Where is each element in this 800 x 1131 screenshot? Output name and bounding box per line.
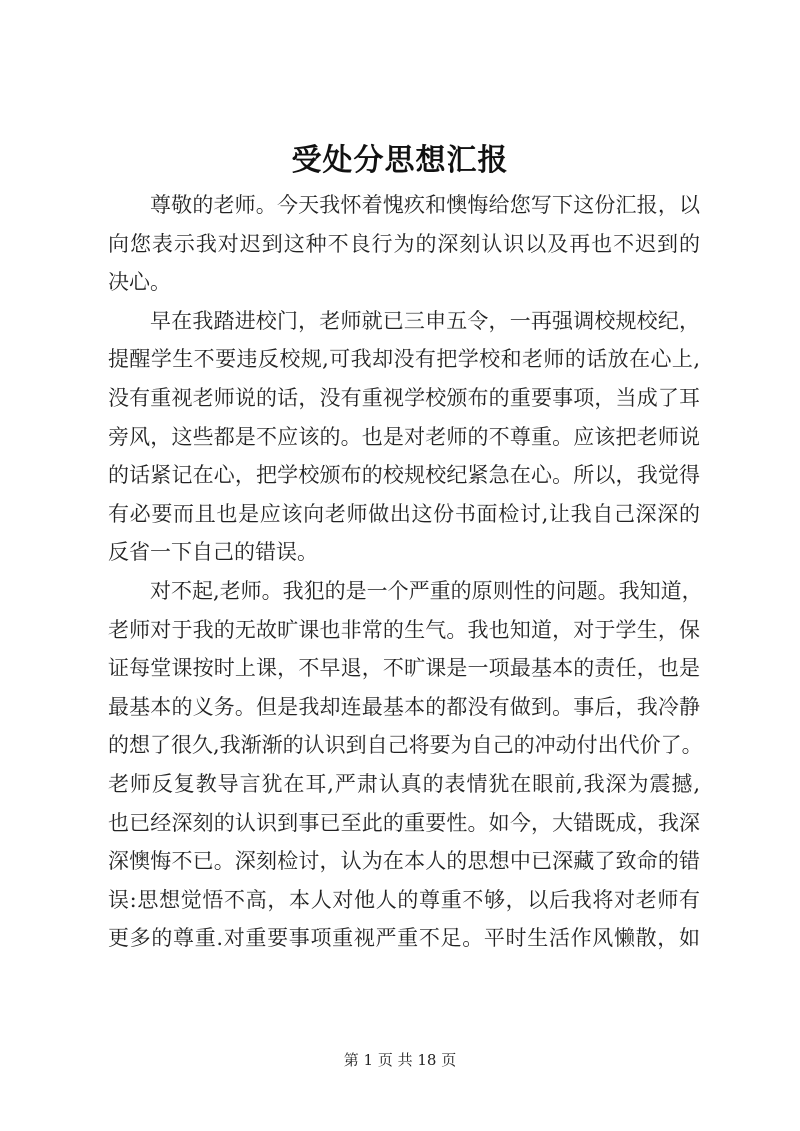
paragraph-2: [108, 302, 700, 572]
paragraph-3: [108, 572, 703, 958]
paragraph-line: 误:思想觉悟不高，本人对他人的尊重不够，以后我将对老师有: [108, 887, 700, 912]
paragraph-line: 提醒学生不要违反校规,可我却没有把学校和老师的话放在心上,: [108, 347, 700, 372]
paragraph-line: 更多的尊重.对重要事项重视严重不足。平时生活作风懒散，如: [108, 926, 700, 951]
paragraph-line: 反省一下自己的错误。: [108, 540, 318, 565]
paragraph-line: 也已经深刻的认识到事已至此的重要性。如今，大错既成，我深: [108, 810, 700, 835]
paragraph-line: 的想了很久,我渐渐的认识到自己将要为自己的冲动付出代价了。: [108, 733, 703, 758]
paragraph-line: 没有重视老师说的话，没有重视学校颁布的重要事项，当成了耳: [108, 385, 700, 410]
paragraph-line: 尊敬的老师。今天我怀着愧疚和懊悔给您写下这份汇报，以: [150, 193, 700, 217]
paragraph-line: 最基本的义务。但是我却连最基本的都没有做到。事后，我冷静: [108, 694, 700, 719]
paragraph-1: [108, 186, 700, 302]
paragraph-line: 决心。: [108, 270, 171, 295]
page-number-footer: 第 1 页 共 18 页: [343, 1051, 457, 1069]
paragraph-line: 对不起,老师。我犯的是一个严重的原则性的问题。我知道，: [150, 578, 703, 603]
paragraph-line: 向您表示我对迟到这种不良行为的深刻认识以及再也不迟到的: [108, 231, 700, 256]
document-body: [108, 186, 703, 958]
paragraph-line: 老师对于我的无故旷课也非常的生气。我也知道，对于学生，保: [108, 617, 700, 642]
document-title: 受处分思想汇报: [291, 143, 509, 178]
paragraph-line: 深懊悔不已。深刻检讨，认为在本人的思想中已深藏了致命的错: [108, 849, 700, 874]
paragraph-line: 早在我踏进校门，老师就已三申五令，一再强调校规校纪，: [150, 308, 700, 333]
paragraph-line: 旁风，这些都是不应该的。也是对老师的不尊重。应该把老师说: [108, 424, 700, 449]
paragraph-line: 证每堂课按时上课，不早退，不旷课是一项最基本的责任，也是: [108, 656, 700, 681]
paragraph-line: 的话紧记在心，把学校颁布的校规校纪紧急在心。所以，我觉得: [108, 463, 700, 488]
paragraph-line: 有必要而且也是应该向老师做出这份书面检讨,让我自己深深的: [108, 501, 700, 526]
paragraph-line: 老师反复教导言犹在耳,严肃认真的表情犹在眼前,我深为震撼,: [108, 771, 700, 796]
